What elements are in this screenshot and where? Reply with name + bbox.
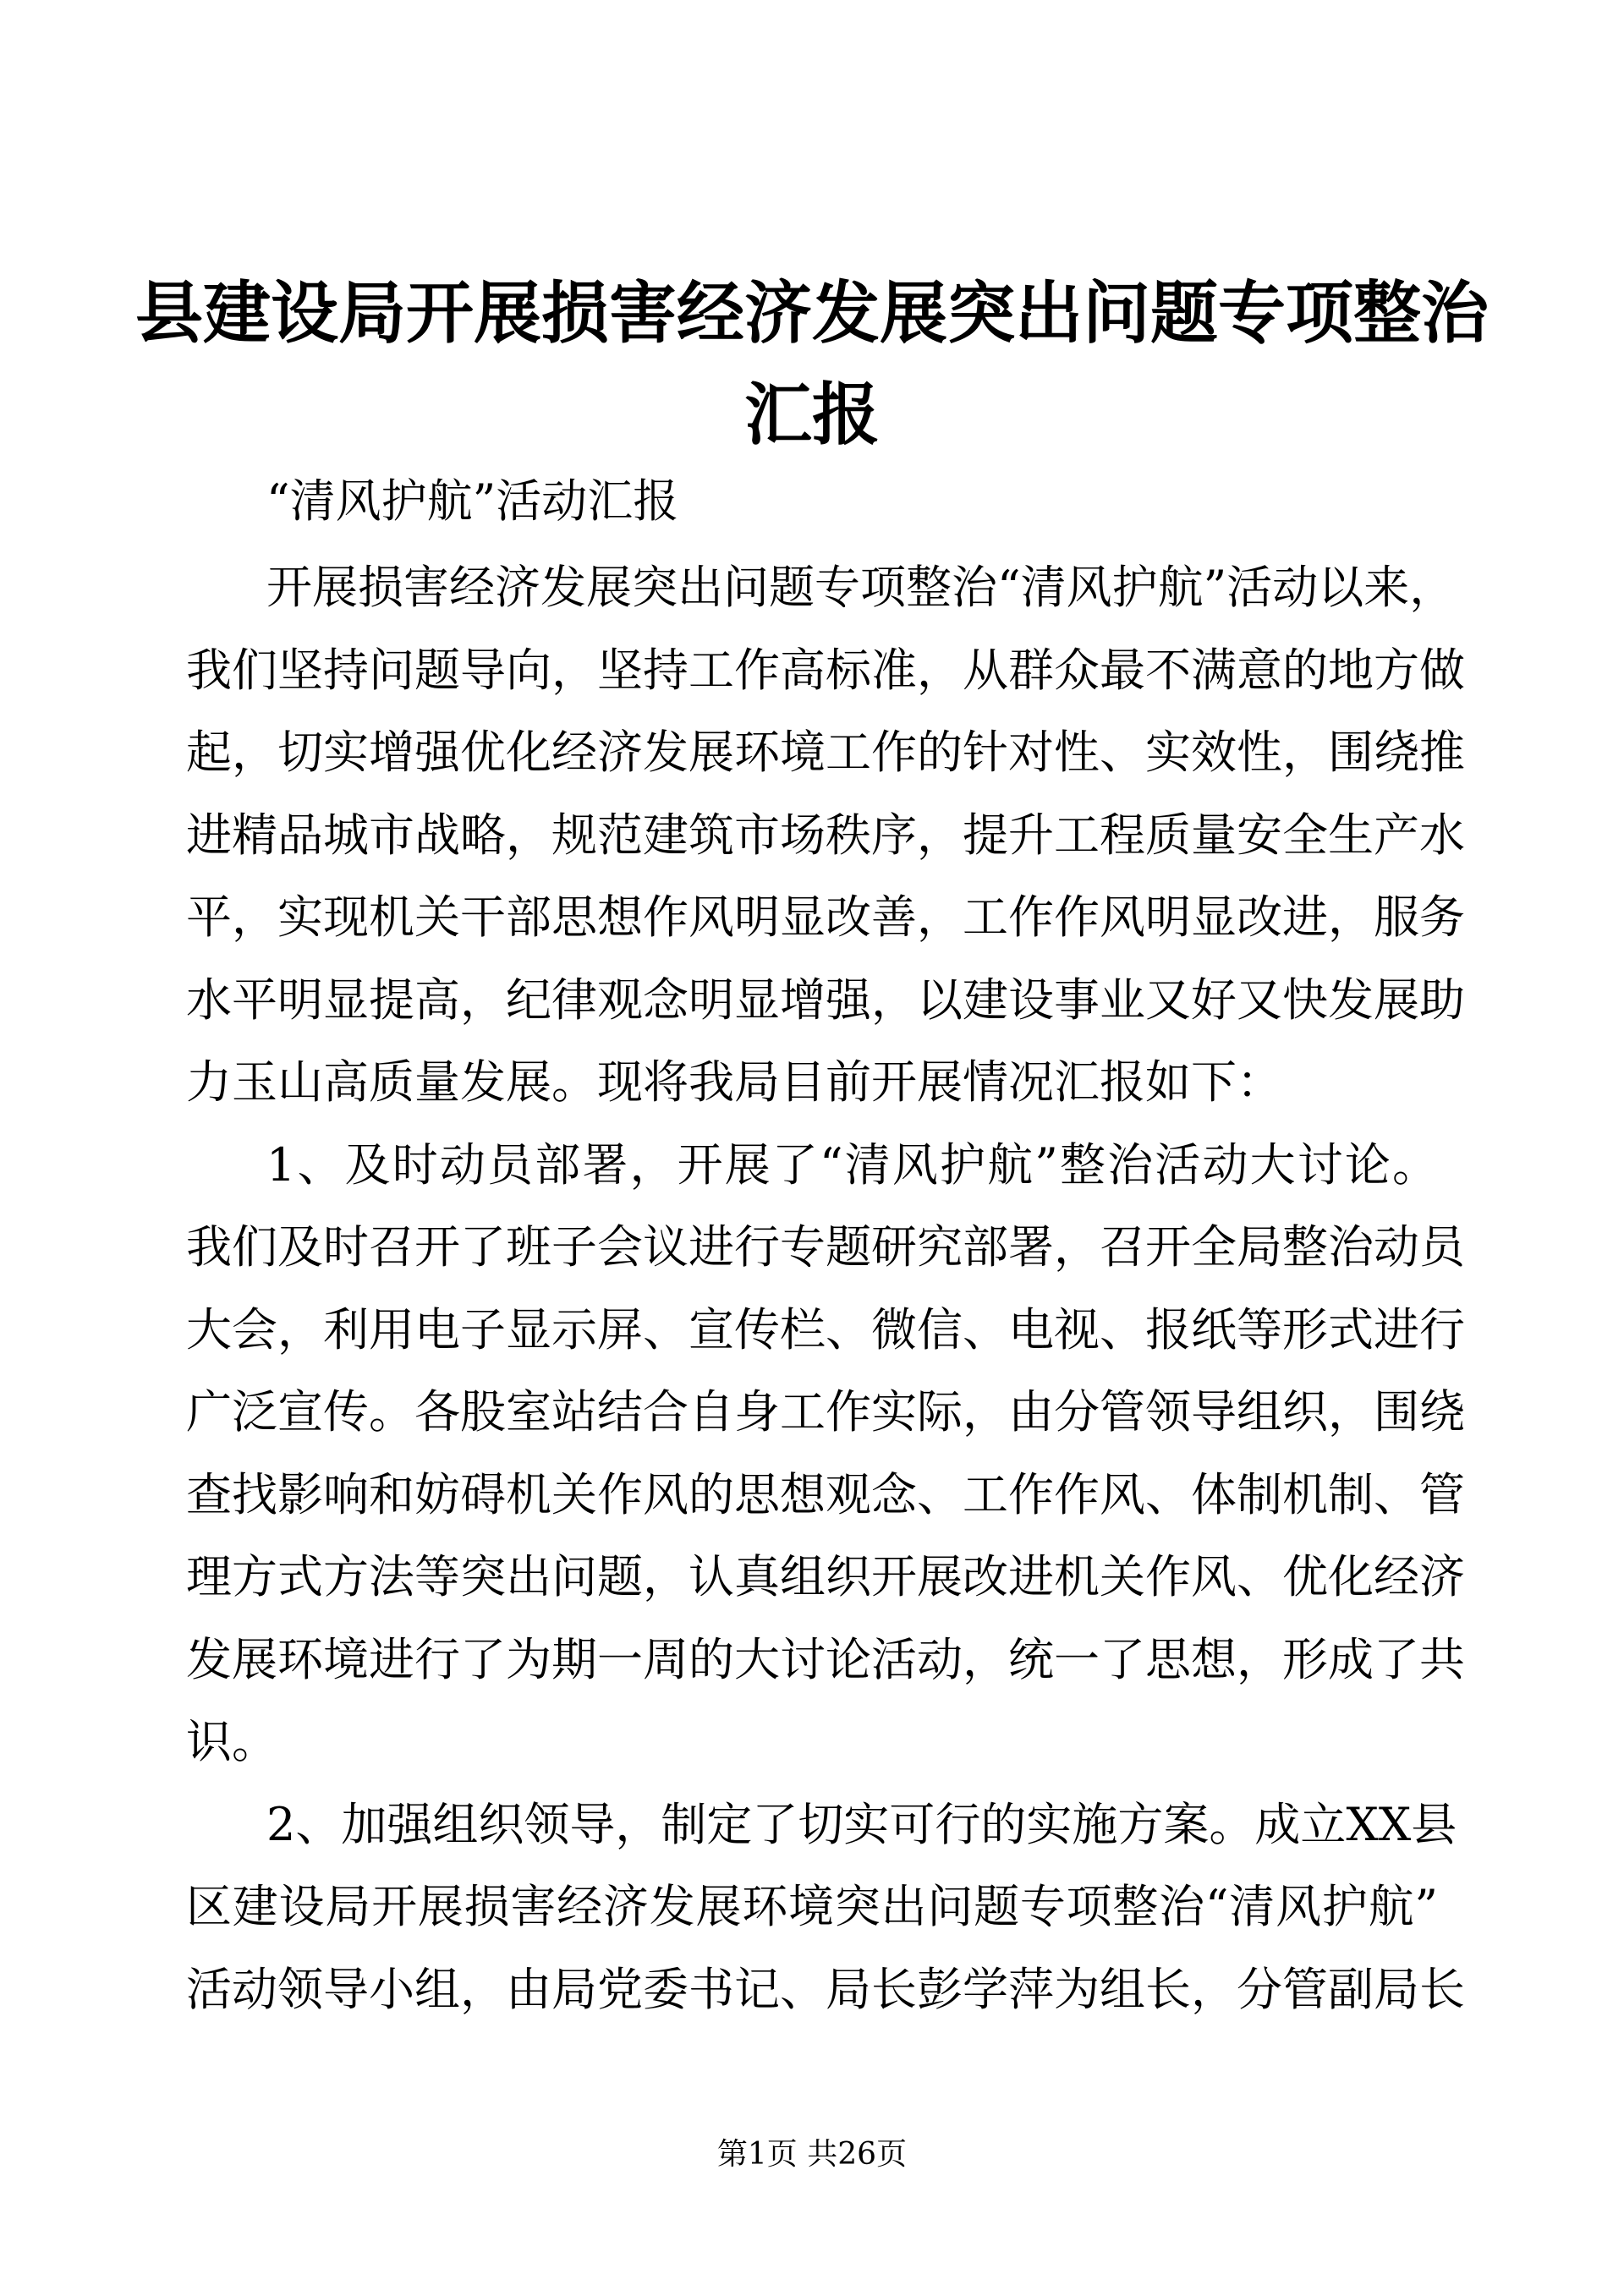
paragraph-line: 我们坚持问题导向，坚持工作高标准，从群众最不满意的地方做: [186, 643, 1465, 697]
document-subtitle: “清风护航”活动汇报: [266, 474, 679, 528]
paragraph-line: 发展环境进行了为期一周的大讨论活动，统一了思想，形成了共: [186, 1632, 1465, 1686]
paragraph-line: 大会，利用电子显示屏、宣传栏、微信、电视、报纸等形式进行: [186, 1302, 1465, 1356]
paragraph-line: 力玉山高质量发展。现将我局目前开展情况汇报如下：: [186, 1055, 1282, 1109]
paragraph-line: 水平明显提高，纪律观念明显增强，以建设事业又好又快发展助: [186, 973, 1465, 1027]
paragraph-line: 起，切实增强优化经济发展环境工作的针对性、实效性，围绕推: [186, 726, 1465, 779]
paragraph-line: 进精品城市战略，规范建筑市场秩序，提升工程质量安全生产水: [186, 808, 1465, 862]
paragraph-line: 理方式方法等突出问题，认真组织开展改进机关作风、优化经济: [186, 1550, 1465, 1603]
paragraph-line: 活动领导小组，由局党委书记、局长彭学萍为组长，分管副局长: [186, 1962, 1465, 2016]
paragraph-line: 1、及时动员部署，开展了“清风护航”整治活动大讨论。: [266, 1137, 1438, 1192]
paragraph-line: 2、加强组织领导，制定了切实可行的实施方案。成立XX县: [266, 1797, 1457, 1851]
paragraph-line: 区建设局开展损害经济发展环境突出问题专项整治“清风护航”: [186, 1880, 1438, 1933]
paragraph-line: 广泛宣传。各股室站结合自身工作实际，由分管领导组织，围绕: [186, 1385, 1465, 1438]
page-footer: 第1页 共26页: [716, 2137, 908, 2172]
paragraph-line: 我们及时召开了班子会议进行专题研究部署，召开全局整治动员: [186, 1220, 1465, 1274]
paragraph-line: 平，实现机关干部思想作风明显改善，工作作风明显改进，服务: [186, 890, 1465, 944]
document-title-line-2: 汇报: [744, 375, 880, 454]
paragraph-line: 开展损害经济发展突出问题专项整治“清风护航”活动以来，: [266, 561, 1456, 614]
paragraph-line: 查找影响和妨碍机关作风的思想观念、工作作风、体制机制、管: [186, 1467, 1465, 1521]
document-title-line-1: 县建设局开展损害经济发展突出问题专项整治: [135, 273, 1489, 353]
paragraph-line: 识。: [186, 1715, 277, 1768]
